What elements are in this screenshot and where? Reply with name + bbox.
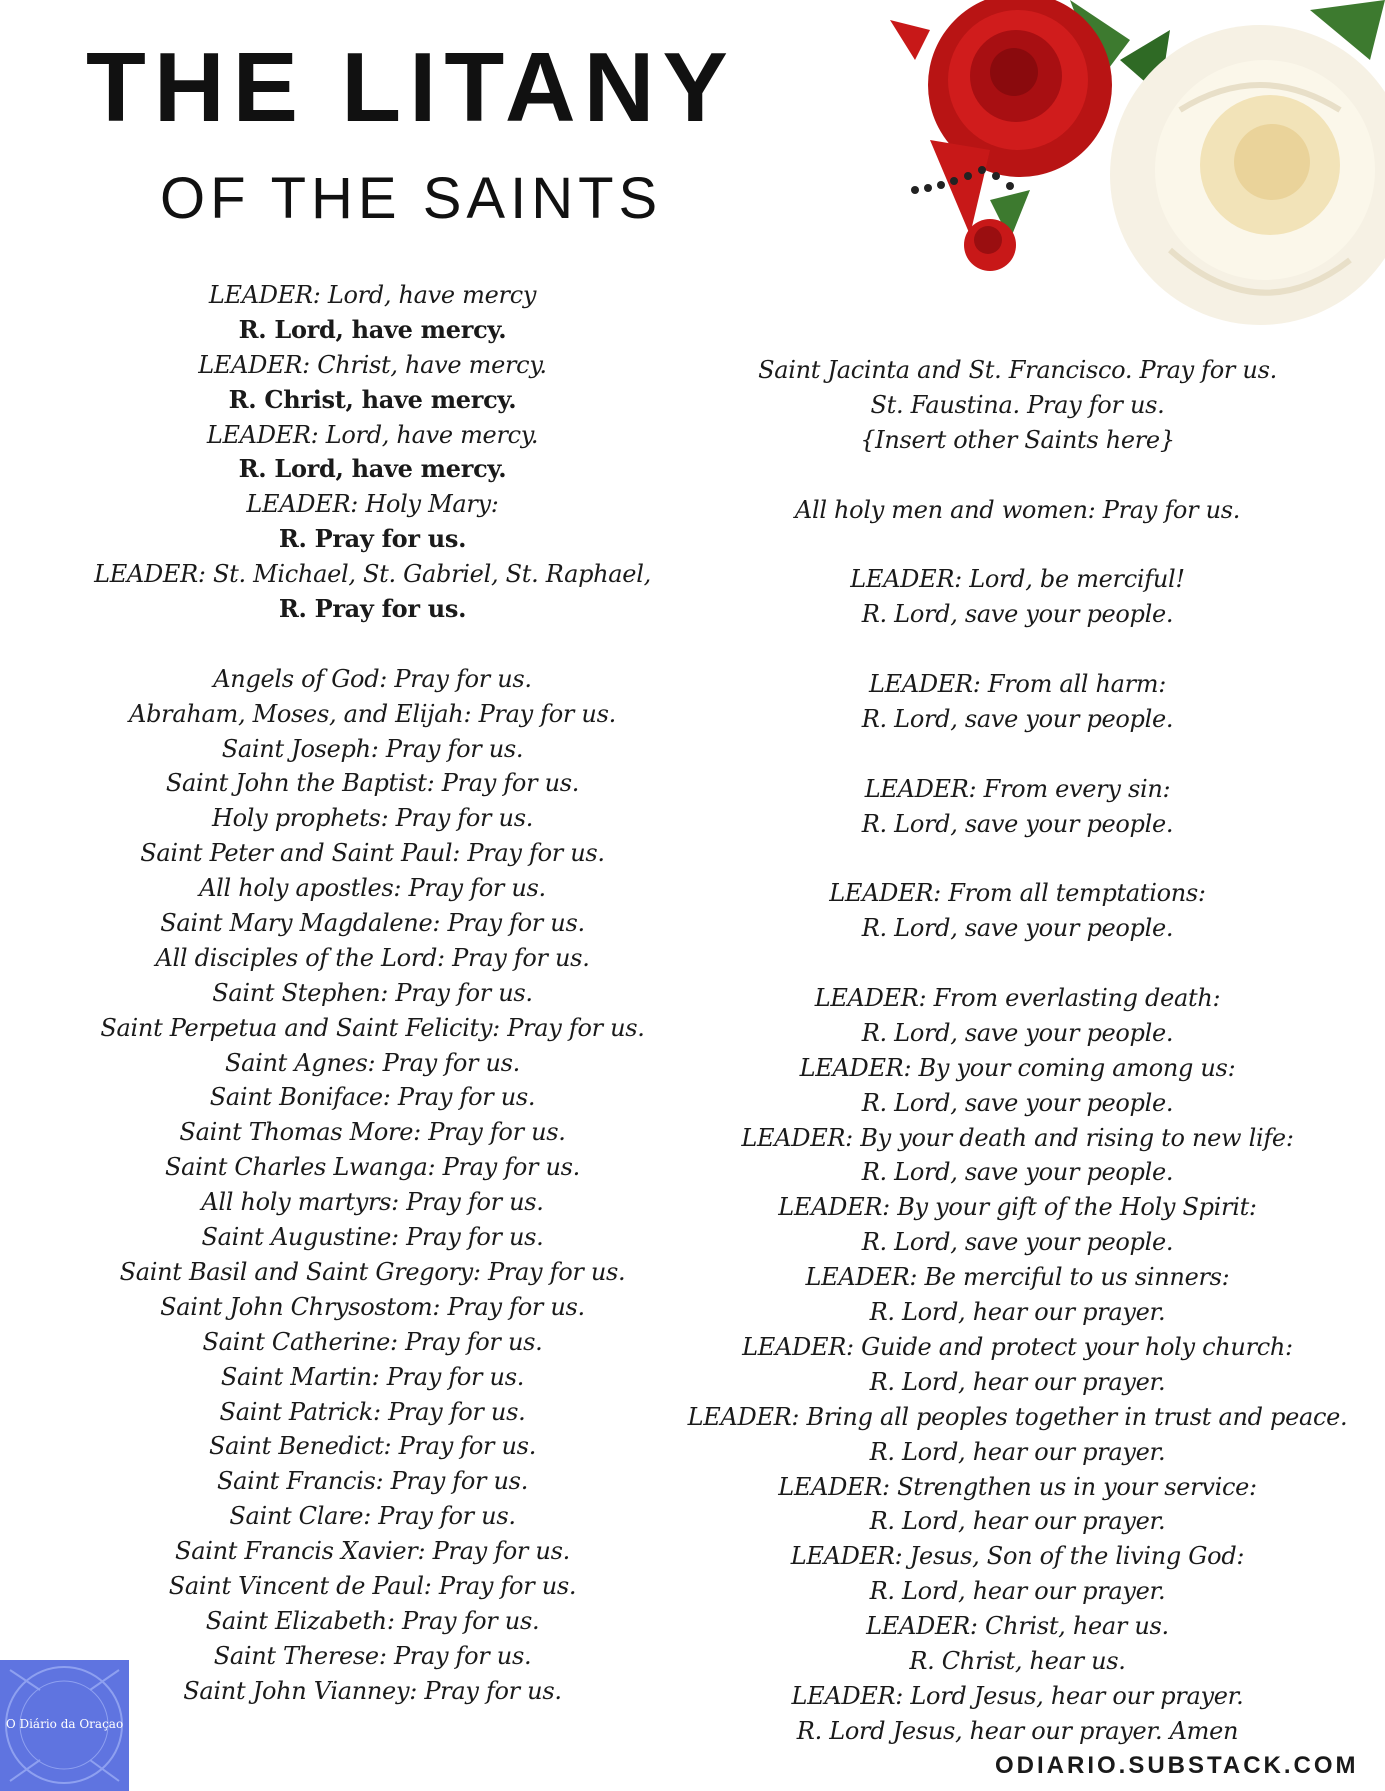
litany-line: Angels of God: Pray for us. [213, 664, 532, 693]
litany-line: All holy apostles: Pray for us. [199, 874, 546, 903]
litany-line: Saint Boniface: Pray for us. [209, 1083, 536, 1112]
litany-line: All disciples of the Lord: Pray for us. [155, 943, 590, 972]
litany-line: LEADER: Guide and protect your holy church: [742, 1332, 1293, 1361]
page-title: THE LITANY [86, 32, 736, 142]
litany-line: Saint Basil and Saint Gregory: Pray for us. [119, 1257, 626, 1286]
litany-line: Saint Thomas More: Pray for us. [179, 1118, 566, 1147]
spacer-line [670, 458, 1365, 493]
litany-line: R. Christ, hear us. [909, 1646, 1126, 1675]
litany-line: Abraham, Moses, and Elijah: Pray for us. [129, 699, 616, 728]
litany-line: Saint Agnes: Pray for us. [225, 1048, 520, 1077]
litany-line: R. Lord, save your people. [861, 1158, 1174, 1187]
litany-line: LEADER: Lord, have mercy. [206, 420, 539, 449]
spacer-line [60, 627, 685, 662]
litany-line: LEADER: Lord, be merciful! [850, 565, 1185, 594]
litany-line: LEADER: Jesus, Son of the living God: [790, 1542, 1245, 1571]
footer-url: ODIARIO.SUBSTACK.COM [995, 1752, 1359, 1779]
litany-line: R. Lord, hear our prayer. [869, 1507, 1166, 1536]
litany-line: Saint Perpetua and Saint Felicity: Pray for us. [100, 1013, 645, 1042]
litany-line: R. Lord, hear our prayer. [869, 1298, 1166, 1327]
litany-line: Saint Martin: Pray for us. [220, 1362, 525, 1391]
litany-line: Saint Catherine: Pray for us. [202, 1327, 543, 1356]
litany-line: Saint Vincent de Paul: Pray for us. [168, 1571, 577, 1600]
litany-line: All holy men and women: Pray for us. [794, 495, 1241, 524]
litany-line: LEADER: From all harm: [868, 670, 1167, 699]
spacer-line [670, 632, 1365, 667]
litany-line: LEADER: Lord, have mercy [208, 281, 537, 309]
litany-line: R. Lord, save your people. [861, 1088, 1174, 1117]
litany-line: All holy martyrs: Pray for us. [201, 1188, 544, 1217]
litany-line: LEADER: Be merciful to us sinners: [805, 1263, 1230, 1292]
litany-line: R. Pray for us. [278, 594, 467, 624]
litany-line: Saint Stephen: Pray for us. [212, 978, 533, 1007]
litany-line: Saint Jacinta and St. Francisco. Pray for us. [758, 356, 1277, 384]
odiario-badge [0, 1660, 129, 1791]
litany-line: Saint Elizabeth: Pray for us. [205, 1606, 540, 1635]
litany-line: LEADER: By your gift of the Holy Spirit: [778, 1193, 1257, 1222]
litany-line: LEADER: By your death and rising to new life: [741, 1123, 1294, 1152]
litany-line: LEADER: From every sin: [864, 774, 1171, 803]
spacer-line [670, 527, 1365, 562]
litany-line: R. Lord, hear our prayer. [869, 1577, 1166, 1606]
litany-line: LEADER: Christ, have mercy. [198, 350, 547, 379]
litany-line: R. Pray for us. [278, 524, 467, 554]
litany-line: R. Lord, save your people. [861, 1228, 1174, 1257]
litany-line: R. Lord, save your people. [861, 600, 1174, 629]
litany-line: LEADER: St. Michael, St. Gabriel, St. Raphael, [94, 560, 651, 589]
litany-line: R. Lord Jesus, hear our prayer. Amen [796, 1716, 1239, 1745]
litany-line: R. Lord, save your people. [861, 704, 1174, 733]
rosebud [964, 219, 1016, 271]
litany-line: LEADER: Holy Mary: [246, 490, 499, 519]
litany-line: Saint John Chrysostom: Pray for us. [160, 1292, 585, 1321]
litany-line: Saint John the Baptist: Pray for us. [165, 769, 580, 798]
left-litany-column [60, 278, 685, 1709]
litany-line: Saint Charles Lwanga: Pray for us. [165, 1153, 580, 1182]
litany-line: Saint Benedict: Pray for us. [208, 1432, 537, 1461]
litany-line: {Insert other Saints here} [860, 425, 1175, 454]
litany-line: LEADER: Lord Jesus, hear our prayer. [791, 1681, 1244, 1710]
litany-line: Saint Mary Magdalene: Pray for us. [160, 909, 585, 938]
roses-illustration [870, 0, 1385, 355]
litany-line: LEADER: From everlasting death: [814, 984, 1221, 1013]
page-subtitle: OF THE SAINTS [160, 166, 663, 231]
spacer-line [670, 737, 1365, 772]
litany-line: LEADER: Bring all peoples together in trust and peace. [687, 1402, 1348, 1431]
spacer-line [670, 841, 1365, 876]
spacer-line [670, 946, 1365, 981]
litany-line: R. Lord, save your people. [861, 809, 1174, 838]
right-litany-column [670, 353, 1365, 1749]
litany-line: LEADER: By your coming among us: [799, 1053, 1236, 1082]
badge-label: O Diário da Oraçao [5, 1717, 124, 1731]
litany-line: LEADER: Christ, hear us. [866, 1612, 1169, 1641]
litany-line: Saint Francis Xavier: Pray for us. [175, 1537, 570, 1566]
litany-line: R. Lord, save your people. [861, 914, 1174, 943]
litany-line: R. Lord, have mercy. [238, 454, 507, 484]
litany-line: St. Faustina. Pray for us. [870, 390, 1165, 419]
litany-line: R. Lord, hear our prayer. [869, 1367, 1166, 1396]
litany-line: Saint John Vianney: Pray for us. [183, 1676, 562, 1705]
litany-line: Saint Patrick: Pray for us. [219, 1397, 526, 1426]
litany-line: LEADER: From all temptations: [829, 879, 1206, 908]
litany-line: Saint Augustine: Pray for us. [201, 1223, 544, 1252]
litany-line: R. Lord, have mercy. [238, 314, 507, 344]
litany-line: Saint Joseph: Pray for us. [221, 734, 524, 763]
litany-line: R. Lord, hear our prayer. [869, 1437, 1166, 1466]
litany-line: Holy prophets: Pray for us. [211, 804, 534, 833]
litany-line: R. Lord, save your people. [861, 1018, 1174, 1047]
litany-line: R. Christ, have mercy. [228, 384, 517, 414]
litany-line: Saint Clare: Pray for us. [229, 1502, 516, 1531]
litany-line: Saint Peter and Saint Paul: Pray for us. [140, 839, 605, 868]
litany-line: Saint Francis: Pray for us. [216, 1467, 529, 1496]
litany-line: Saint Therese: Pray for us. [213, 1641, 532, 1670]
litany-line: LEADER: Strengthen us in your service: [778, 1472, 1257, 1501]
